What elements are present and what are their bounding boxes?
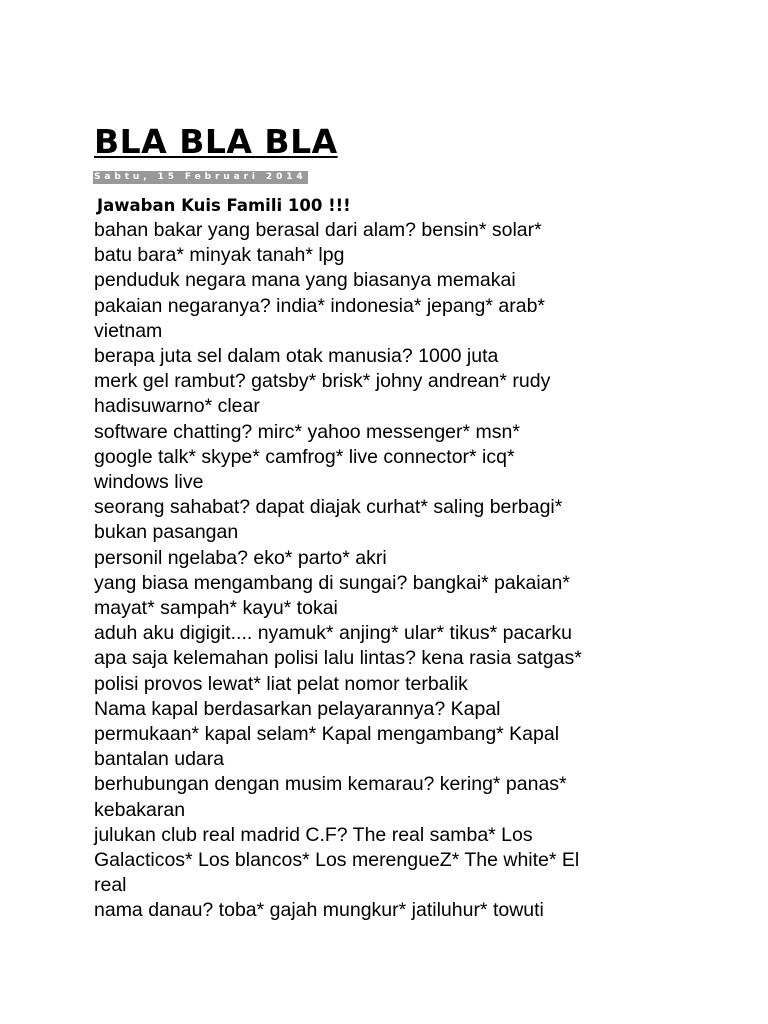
post-line: Galacticos* Los blancos* Los merengueZ* The white* El [94,849,580,872]
post-line: Nama kapal berdasarkan pelayarannya? Kapal [94,697,501,720]
post-line: bahan bakar yang berasal dari alam? bensin* solar* [94,219,542,241]
blog-title[interactable]: BLA BLA BLA [94,122,338,161]
post-line: penduduk negara mana yang biasanya memakai [94,269,516,292]
post-line: personil ngelaba? eko* parto* akri [94,546,387,569]
post-line: nama danau? toba* gajah mungkur* jatiluhur* towuti [94,899,544,922]
post-line: windows live [94,471,204,494]
post-line: hadisuwarno* clear [94,395,260,418]
post-date: Sabtu, 15 Februari 2014 [94,172,307,182]
post-line: google talk* skype* camfrog* live connector* icq* [94,445,515,468]
post-line: berapa juta sel dalam otak manusia? 1000 juta [94,345,499,368]
post-title[interactable]: Jawaban Kuis Famili 100 !!! [97,196,351,215]
post-line: julukan club real madrid C.F? The real samba* Los [94,823,533,846]
post-line: vietnam [94,319,163,342]
post-line: polisi provos lewat* liat pelat nomor terbalik [94,672,468,695]
post-line: software chatting? mirc* yahoo messenger* msn* [94,420,520,443]
post-line: merk gel rambut? gatsby* brisk* johny andrean* rudy [94,370,551,393]
post-line: berhubungan dengan musim kemarau? kering* panas* [94,773,567,796]
post-line: mayat* sampah* kayu* tokai [94,597,338,620]
post-line: seorang sahabat? dapat diajak curhat* saling berbagi* [94,496,563,519]
post-line: aduh aku digigit.... nyamuk* anjing* ular* tikus* pacarku [94,622,573,645]
post-line: yang biasa mengambang di sungai? bangkai* pakaian* [94,571,570,594]
post-line: pakaian negaranya? india* indonesia* jepang* arab* [94,294,546,317]
post-line: bukan pasangan [94,521,239,544]
post-line: real [94,874,127,897]
post-line: bantalan udara [94,748,225,771]
post-line: apa saja kelemahan polisi lalu lintas? kena rasia satgas* [94,647,582,670]
post-line: batu bara* minyak tanah* lpg [94,244,345,267]
post-line: kebakaran [94,798,186,821]
post-body [94,218,694,924]
post-line: permukaan* kapal selam* Kapal mengambang* Kapal [94,723,560,746]
